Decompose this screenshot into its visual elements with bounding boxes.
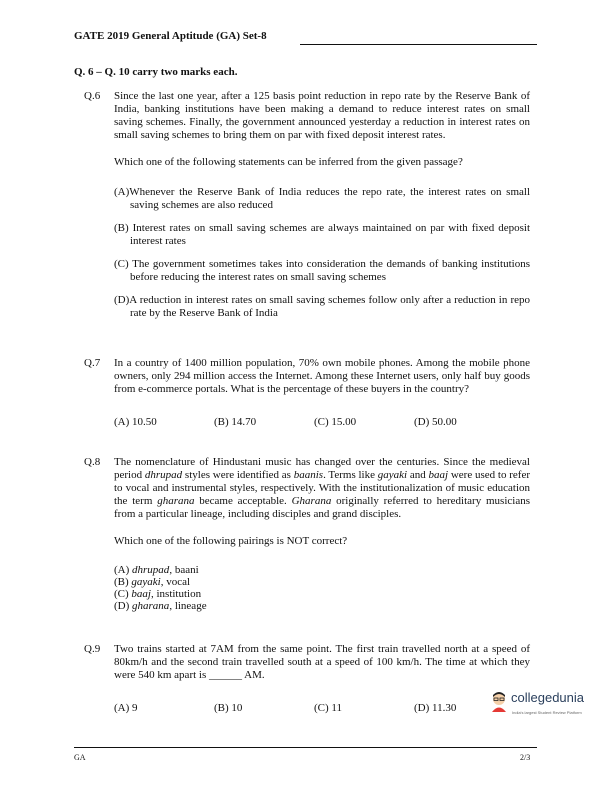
question-7-option-b: (B) 14.70 [214, 416, 257, 428]
question-6-prompt: Which one of the following statements can be inferred from the given passage? [114, 156, 463, 168]
question-8-option-c: (C) baaj, institution [114, 588, 202, 600]
footer-left: GA [74, 753, 86, 762]
question-8-passage: The nomenclature of Hindustani music has changed over the centuries. Since the medieval period dhrupad styles were identified as baanis. Terms like gayaki and baaj were used to refer to vocal and instrumental styles, respectively. With the institutionalization of music education the term gharana became acceptable. Gharana originally referred to hereditary musicians from a particular lineage, including disciples and grand disciples. [114, 456, 530, 520]
question-6-option-c [114, 258, 530, 284]
section-title: Q. 6 – Q. 10 carry two marks each. [74, 66, 238, 78]
question-number-6: Q.6 [84, 90, 101, 102]
question-8-option-b: (B) gayaki, vocal [114, 576, 191, 588]
footer-rule [74, 747, 537, 748]
question-6-option-a [114, 186, 530, 212]
page-number: 2/3 [520, 753, 531, 762]
option-label: (A) [114, 186, 130, 198]
page-header: GATE 2019 General Aptitude (GA) Set-8 [74, 30, 267, 42]
option-text: Whenever the Reserve Bank of India reduces the repo rate, the interest rates on small saving schemes are also reduced [129, 186, 530, 211]
question-8-option-d: (D) gharana, lineage [114, 600, 207, 612]
option-text: The government sometimes takes into consideration the demands of banking institutions before reducing the interest rates on small saving schemes [130, 258, 530, 283]
question-9-passage: Two trains started at 7AM from the same point. The first train travelled north at a speed of 80km/h and the second train travelled south at a speed of 100 km/h. The time at which they were 540 km apart is ______ AM. [114, 643, 530, 681]
question-8-prompt: Which one of the following pairings is NOT correct? [114, 535, 348, 547]
question-7-option-a: (A) 10.50 [114, 416, 157, 428]
question-9-option-a: (A) 9 [114, 702, 138, 714]
logo-name: collegedunia [511, 690, 585, 705]
question-6-option-b [114, 222, 530, 248]
option-label: (B) [114, 222, 129, 234]
collegedunia-logo [489, 691, 589, 715]
logo-tagline: India's largest Student Review Platform [512, 710, 582, 715]
question-7-passage: In a country of 1400 million population, 70% own mobile phones. Among the mobile phone owners, only 294 million access the Internet. Among these Internet users, only half buy goods from e-commerce portals. What is the percentage of these buyers in the country? [114, 357, 530, 395]
option-label: (D) [114, 294, 130, 306]
question-9-option-d: (D) 11.30 [414, 702, 457, 714]
option-text: Interest rates on small saving schemes are always maintained on par with fixed deposit interest rates [130, 222, 531, 247]
header-rule [300, 44, 537, 45]
option-text: A reduction in interest rates on small saving schemes follow only after a reduction in repo rate by the Reserve Bank of India [129, 294, 530, 319]
option-label: (C) [114, 258, 129, 270]
question-number-8: Q.8 [84, 456, 101, 468]
question-8-options [114, 564, 207, 612]
mascot-icon [489, 691, 509, 713]
question-number-9: Q.9 [84, 643, 101, 655]
question-7-option-d: (D) 50.00 [414, 416, 457, 428]
question-6-passage: Since the last one year, after a 125 basis point reduction in repo rate by the Reserve Bank of India, banking institutions have been making a demand to reduce interest rates on small saving schemes. Finally, the government announced yesterday a reduction in interest rates on small saving schemes to bring them on par with fixed deposit interest rates. [114, 90, 530, 141]
question-9-option-c: (C) 11 [314, 702, 343, 714]
question-6-option-d [114, 294, 530, 320]
question-7-option-c: (C) 15.00 [314, 416, 357, 428]
question-9-option-b: (B) 10 [214, 702, 243, 714]
question-8-option-a: (A) dhrupad, baani [114, 564, 199, 576]
question-number-7: Q.7 [84, 357, 101, 369]
